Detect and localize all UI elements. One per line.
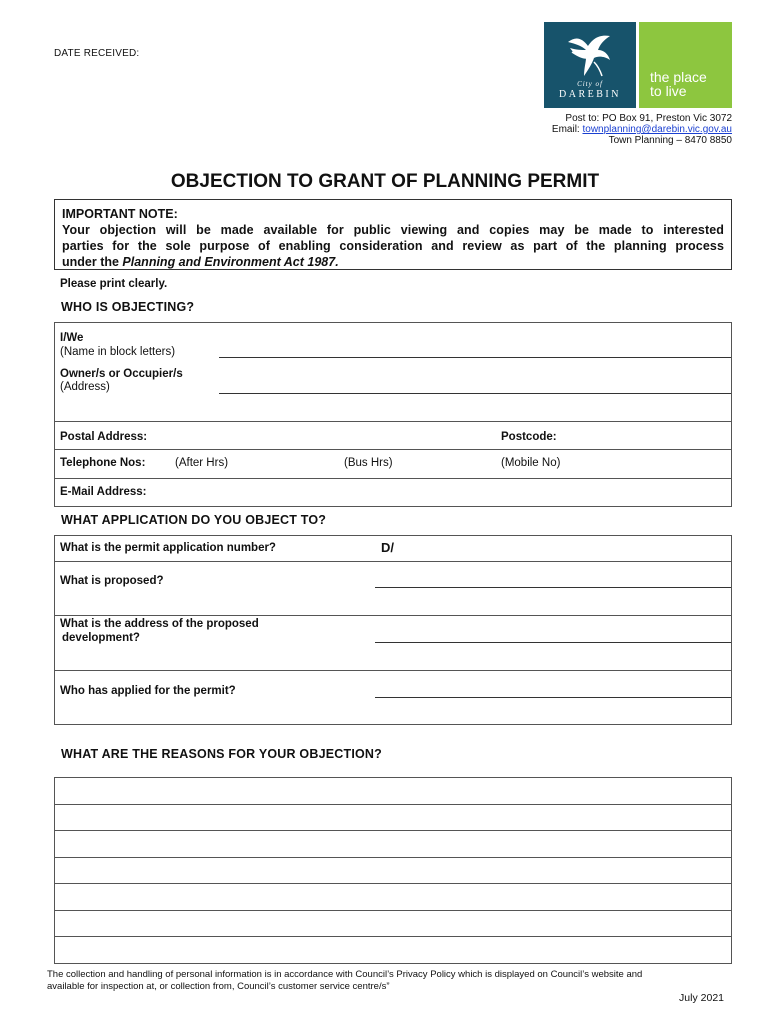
darebin-logo <box>544 22 636 108</box>
divider <box>55 478 731 479</box>
iwe-label: I/We <box>60 332 84 344</box>
email-address-label: E-Mail Address: <box>60 486 147 498</box>
logo-tagline <box>650 70 707 98</box>
mobile-label: (Mobile No) <box>501 457 561 469</box>
logo-city-of: City of <box>577 80 603 88</box>
application-heading: WHAT APPLICATION DO YOU OBJECT TO? <box>61 513 327 527</box>
tagline-line-1: the place <box>650 69 707 85</box>
address-field[interactable] <box>219 393 731 394</box>
divider <box>55 449 731 450</box>
reasons-heading: WHAT ARE THE REASONS FOR YOUR OBJECTION? <box>61 747 382 761</box>
divider <box>55 561 731 562</box>
postal-address-label: Postal Address: <box>60 431 148 443</box>
tagline-block <box>639 22 732 108</box>
email-link[interactable]: townplanning@darebin.vic.gov.au <box>582 124 732 135</box>
important-note-line-3 <box>62 254 724 270</box>
owner-hint: (Address) <box>60 381 110 393</box>
print-clearly-text: Please print clearly. <box>60 278 168 290</box>
important-note-box <box>54 199 732 270</box>
important-note-heading: IMPORTANT NOTE: <box>62 207 178 221</box>
business-hours-label: (Bus Hrs) <box>344 457 393 469</box>
proposed-field[interactable] <box>375 587 731 588</box>
reason-line[interactable] <box>55 804 731 805</box>
postcode-label: Postcode: <box>501 431 557 443</box>
development-address-field[interactable] <box>375 642 731 643</box>
bird-icon <box>564 32 616 80</box>
permit-prefix: D/ <box>381 540 394 555</box>
act-name: Planning and Environment Act 1987. <box>122 255 339 269</box>
application-box <box>54 535 732 725</box>
applicant-label: Who has applied for the permit? <box>60 685 236 697</box>
telephone-label: Telephone Nos: <box>60 457 146 469</box>
tagline-line-2: to live <box>650 83 687 99</box>
divider <box>55 670 731 671</box>
date-received-label: DATE RECEIVED: <box>54 48 140 59</box>
proposed-label: What is proposed? <box>60 575 164 587</box>
reason-line[interactable] <box>55 936 731 937</box>
owner-label: Owner/s or Occupier/s <box>60 368 183 380</box>
email-label: Email: <box>551 124 583 135</box>
privacy-line-2: available for inspection at, or collection from, Council’s customer service centre/s” <box>47 981 390 992</box>
development-address-label <box>60 617 259 645</box>
form-date: July 2021 <box>679 992 724 1004</box>
reason-line[interactable] <box>55 830 731 831</box>
phone-line: Town Planning – 8470 8850 <box>608 135 732 146</box>
reasons-box <box>54 777 732 964</box>
important-note-line-2: parties for the sole purpose of enabling consideration and review as part of the planning process <box>62 239 724 253</box>
address-label-line-1: What is the address of the proposed <box>60 618 259 630</box>
contact-block <box>552 113 732 146</box>
reason-line[interactable] <box>55 857 731 858</box>
who-heading: WHO IS OBJECTING? <box>61 300 195 314</box>
privacy-line-1: The collection and handling of personal information is in accordance with Council’s Privacy Policy which is displayed on Council’s website and <box>47 969 643 980</box>
privacy-notice <box>47 969 727 993</box>
after-hours-label: (After Hrs) <box>175 457 229 469</box>
address-label-line-2: development? <box>62 632 140 644</box>
logo-name: DAREBIN <box>559 89 621 100</box>
iwe-hint: (Name in block letters) <box>60 346 176 358</box>
page-title: OBJECTION TO GRANT OF PLANNING PERMIT <box>170 171 600 192</box>
reason-line[interactable] <box>55 910 731 911</box>
important-note-line-1: Your objection will be made available for public viewing and copies may be made to interested <box>62 223 724 237</box>
post-address: Post to: PO Box 91, Preston Vic 3072 <box>565 113 732 124</box>
reason-line[interactable] <box>55 883 731 884</box>
permit-number-label: What is the permit application number? <box>60 542 276 554</box>
name-field[interactable] <box>219 357 731 358</box>
email-line <box>552 124 732 135</box>
contact-details-box <box>54 421 732 507</box>
note-prefix: under the <box>62 255 123 269</box>
who-box <box>54 322 732 422</box>
divider <box>55 615 731 616</box>
applicant-field[interactable] <box>375 697 731 698</box>
